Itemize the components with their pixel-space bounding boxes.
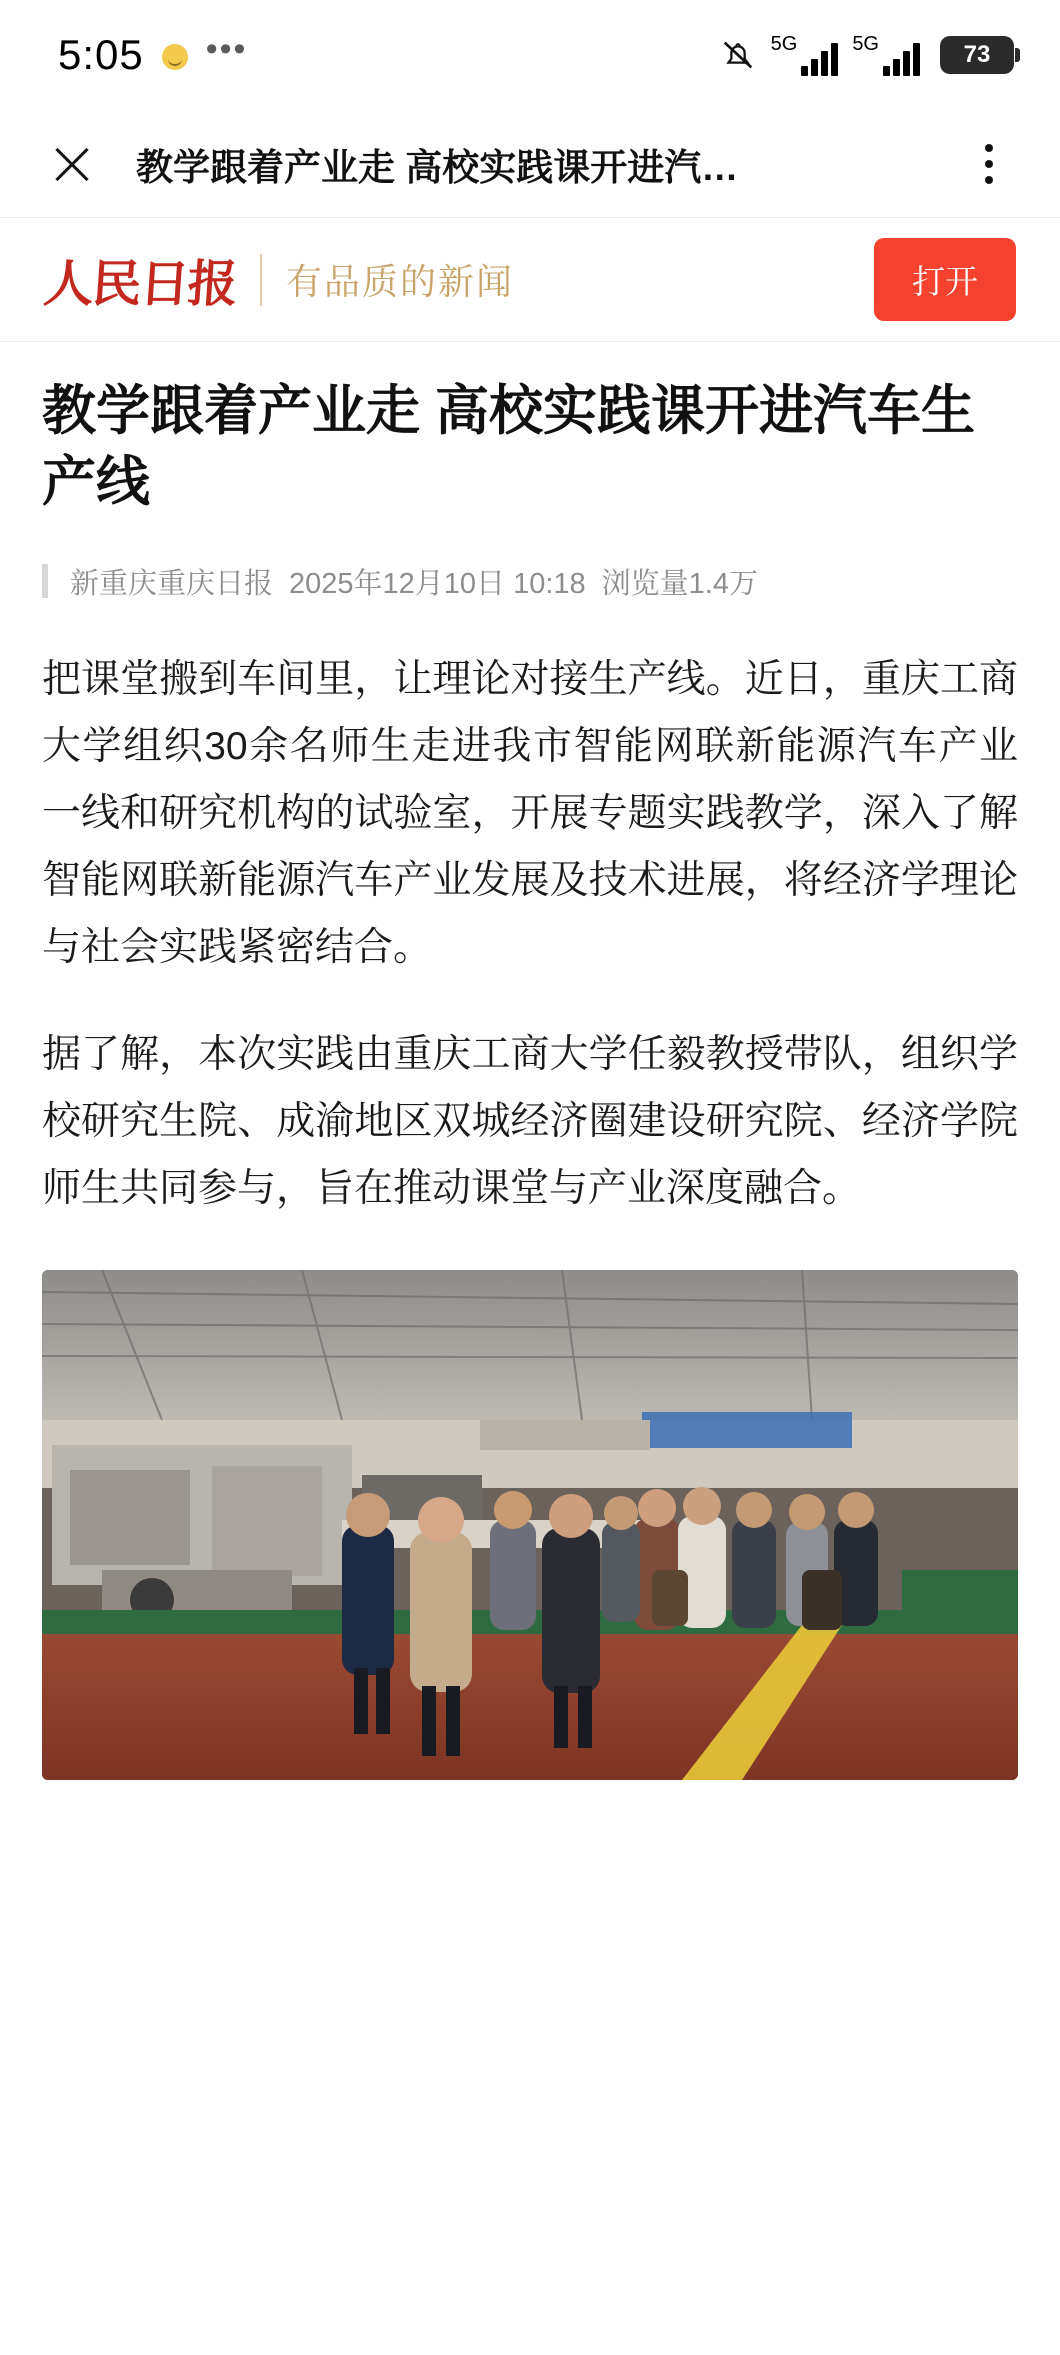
bell-muted-icon	[719, 36, 757, 74]
article-body	[0, 342, 1060, 1222]
article-source: 新重庆重庆日报	[70, 567, 274, 600]
smiley-icon	[162, 44, 188, 70]
status-time: 5:05	[58, 31, 144, 78]
network-type-label-1: 5G	[770, 33, 798, 55]
more-dots-icon: •••	[205, 30, 248, 68]
signal-bars-1	[801, 42, 838, 76]
factory-visit-photo	[42, 1270, 1018, 1780]
article-date: 2025年12月10日 10:18	[289, 567, 586, 600]
article-meta	[42, 561, 1018, 602]
network-type-label-2: 5G	[852, 33, 879, 55]
brand-divider	[260, 254, 262, 306]
battery-level-label: 73	[963, 41, 991, 68]
signal-bars-2	[883, 42, 920, 76]
signal-2	[852, 34, 920, 76]
article-paragraph-1: 把课堂搬到车间里，让理论对接生产线。近日，重庆工商大学组织30余名师生走进我市智能网联新能源汽车产业一线和研究机构的试验室，开展专题实践教学，深入了解智能网联新能源汽车产业发展及技术进展，将经济学理论与社会实践紧密结合。	[42, 657, 1018, 969]
article-views: 浏览量1.4万	[601, 567, 758, 600]
open-app-button[interactable]: 打开	[874, 238, 1016, 321]
status-bar	[0, 0, 1060, 110]
article-headline: 教学跟着产业走 高校实践课开进汽车生产线	[42, 381, 976, 513]
more-vertical-icon[interactable]	[966, 136, 1012, 192]
brand-bar	[0, 218, 1060, 342]
publisher-logo: 人民日报	[41, 253, 238, 313]
article-photo	[42, 1270, 1018, 1780]
navigation-bar	[0, 110, 1060, 218]
status-bar-left	[58, 31, 247, 79]
signal-1	[771, 34, 839, 76]
status-bar-right	[719, 34, 1014, 76]
battery-icon	[940, 36, 1014, 74]
brand-slogan: 有品质的新闻	[286, 261, 515, 302]
close-icon[interactable]	[44, 136, 100, 192]
article-paragraph-2: 据了解，本次实践由重庆工商大学任毅教授带队，组织学校研究生院、成渝地区双城经济圈建设研究院、经济学院师生共同参与，旨在推动课堂与产业深度融合。	[42, 1032, 1018, 1211]
meta-accent-bar	[42, 564, 48, 598]
page-title: 教学跟着产业走 高校实践课开进汽…	[136, 146, 739, 188]
